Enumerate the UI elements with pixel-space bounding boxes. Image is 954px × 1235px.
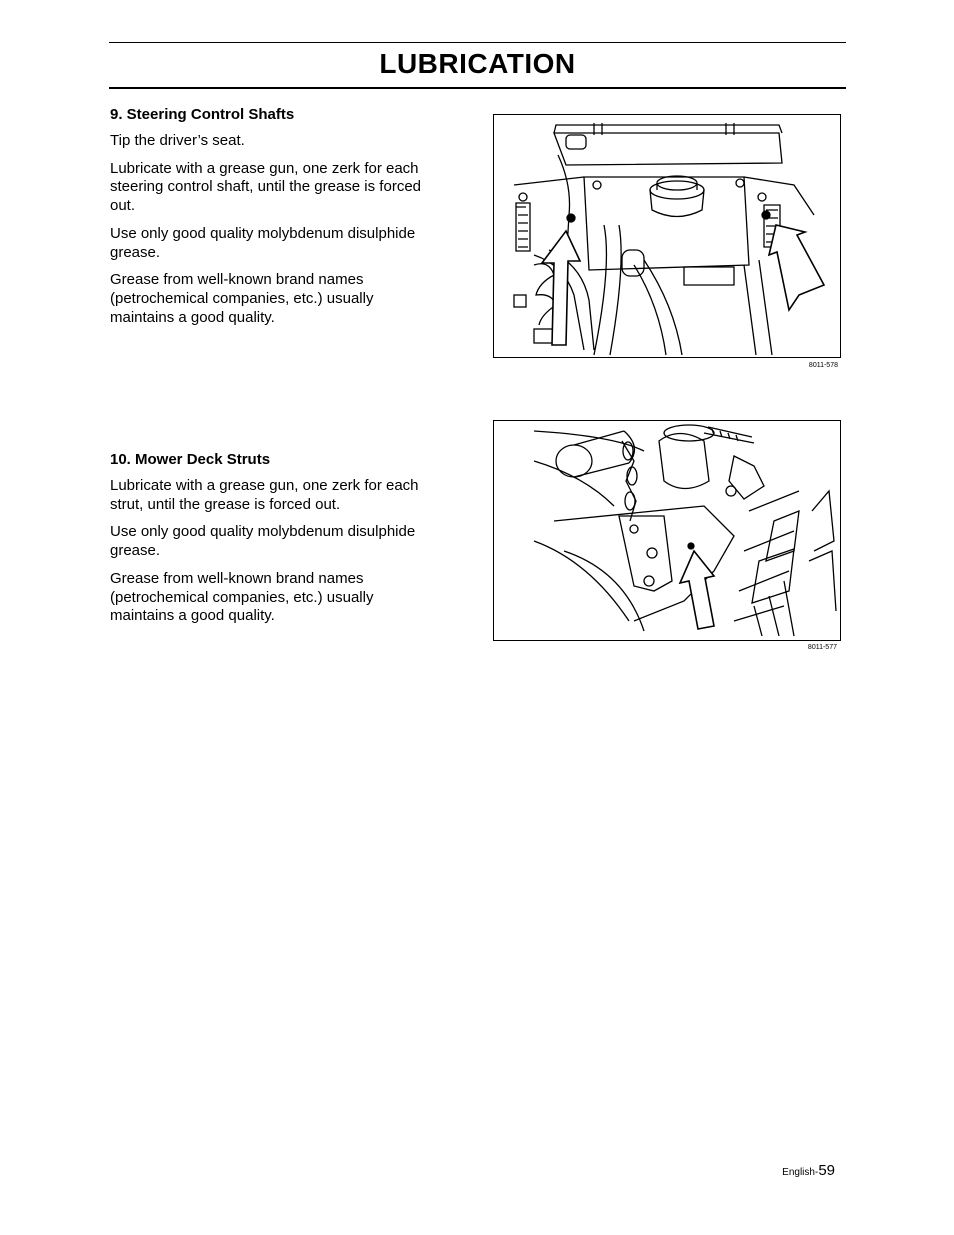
paragraph: Use only good quality molybdenum disulphide grease. <box>110 224 416 261</box>
section-mower-deck-struts <box>110 451 440 635</box>
steering-shafts-illustration <box>494 115 840 357</box>
paragraph: Grease from well-known brand names (petrochemical companies, etc.) usually maintains a good quality. <box>110 569 374 625</box>
section-heading: 9. Steering Control Shafts <box>110 106 295 123</box>
footer-language: English- <box>782 1167 819 1178</box>
deck-struts-illustration <box>494 421 840 640</box>
figure-code: 8011-578 <box>808 362 838 369</box>
header-bottom-rule <box>109 87 846 89</box>
paragraph: Use only good quality molybdenum disulphide grease. <box>110 523 416 560</box>
page-title: LUBRICATION <box>379 48 576 79</box>
paragraph: Grease from well-known brand names (petrochemical companies, etc.) usually maintains a good quality. <box>110 271 374 326</box>
figure-deck-struts <box>493 420 841 641</box>
paragraph: Tip the driver’s seat. <box>110 132 245 149</box>
paragraph: Lubricate with a grease gun, one zerk for each steering control shaft, until the grease is forced out. <box>110 159 422 215</box>
page-footer <box>782 1162 835 1179</box>
figure-code: 8011-577 <box>807 644 837 651</box>
section-steering-control-shafts <box>110 106 440 336</box>
page-number: 59 <box>818 1162 835 1179</box>
header-top-rule <box>109 42 846 43</box>
figure-steering-shafts <box>493 114 841 358</box>
section-heading: 10. Mower Deck Struts <box>110 451 271 468</box>
paragraph: Lubricate with a grease gun, one zerk for each strut, until the grease is forced out. <box>110 477 419 513</box>
